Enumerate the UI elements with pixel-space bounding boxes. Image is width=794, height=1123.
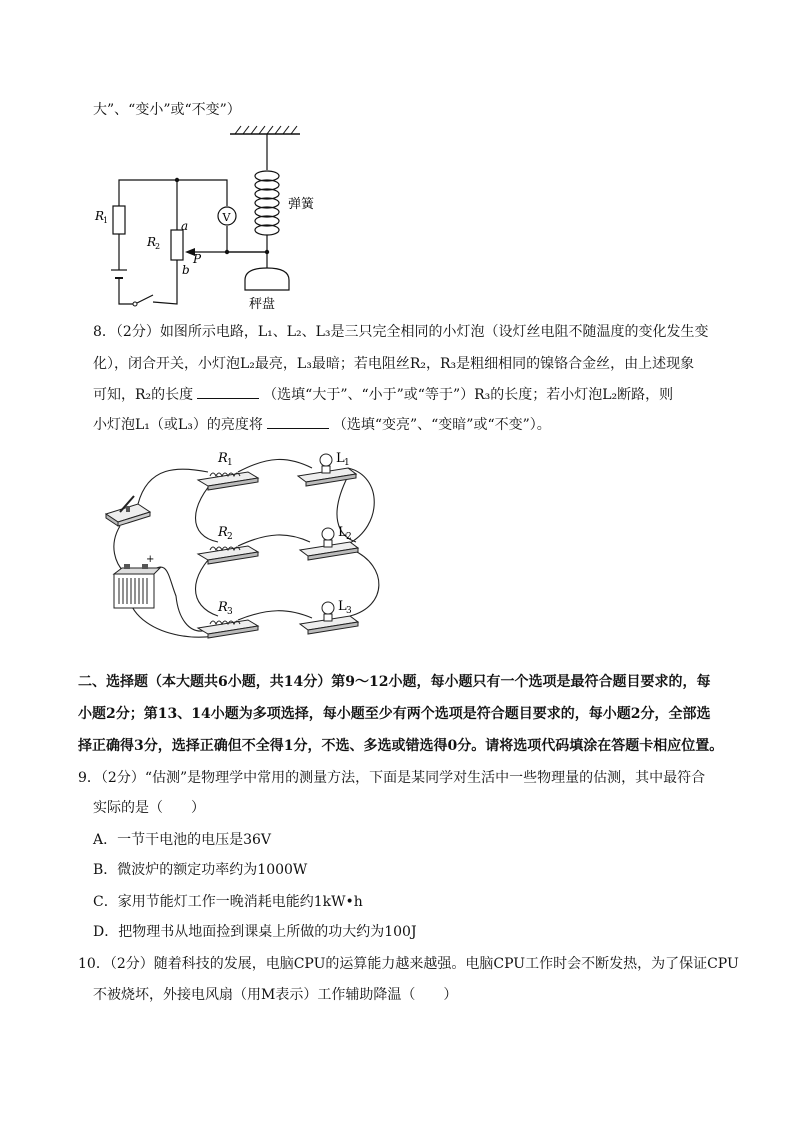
spring-label: 弹簧 [288, 197, 315, 212]
battery-plus-label: + [146, 554, 155, 565]
r2-sub: 2 [155, 242, 161, 251]
q8-line-1: 8．（2分）如图所示电路，L₁、L₂、L₃是三只完全相同的小灯泡（设灯丝电阻不随温度的变化发生变 [93, 324, 709, 340]
terminal-a-label: a [181, 219, 189, 233]
q9-line-2: 实际的是（ ） [93, 800, 205, 816]
section2-line-1: 二、选择题（本大题共6小题，共14分）第9～12小题，每小题只有一个选项是最符合题目要求的，每 [78, 674, 711, 690]
q9-option-b[interactable]: B．微波炉的额定功率约为1000W [93, 862, 308, 878]
q9-line-1: 9．（2分）“估测”是物理学中常用的测量方法，下面是某同学对生活中一些物理量的估测，其中最符合 [78, 770, 706, 786]
r2-board-sub: 2 [227, 532, 233, 542]
q8-blank-2[interactable] [267, 414, 329, 429]
q9-option-a[interactable]: A．一节干电池的电压是36V [93, 832, 272, 848]
three-lamp-circuit-figure [98, 446, 398, 651]
terminal-b-label: b [182, 263, 190, 277]
q8-blank-1[interactable] [197, 384, 259, 399]
r1-sub: 1 [103, 216, 109, 225]
q8-line-4 [93, 414, 551, 435]
r1-label: R [95, 209, 105, 223]
l3-label: L [338, 599, 347, 614]
q8-line-2: 化），闭合开关，小灯泡L₂最亮，L₃最暗；若电阻丝R₂，R₃是粗细相同的镍铬合金丝，由上述现象 [93, 356, 695, 372]
l3-sub: 3 [346, 606, 352, 616]
q10-line-2: 不被烧坏，外接电风扇（用M表示）工作辅助降温（ ） [93, 987, 458, 1003]
pan-label: 秤盘 [249, 297, 276, 312]
q8-line-3 [93, 384, 673, 405]
l1-sub: 1 [344, 458, 350, 468]
voltmeter-label: V [222, 211, 231, 224]
l1-label: L [336, 451, 345, 466]
r3-board-label: R [218, 600, 228, 615]
q8-line-4-start: 小灯泡L₁（或L₃）的亮度将 [93, 417, 263, 433]
r1-board-label: R [218, 451, 228, 466]
slider-p-label: P [193, 252, 202, 266]
r3-board-sub: 3 [227, 607, 233, 617]
question-fragment: 大”、“变小”或“不变”） [93, 102, 241, 118]
r2-label: R [147, 235, 157, 249]
l2-sub: 2 [346, 532, 352, 542]
r2-board-label: R [218, 525, 228, 540]
r1-board-sub: 1 [227, 458, 233, 468]
q9-option-c[interactable]: C．家用节能灯工作一晚消耗电能约1kW•h [93, 894, 363, 910]
l2-label: L [338, 525, 347, 540]
q9-option-d[interactable]: D．把物理书从地面捡到课桌上所做的功大约为100J [93, 924, 417, 940]
q8-line-4-end: （选填“变亮”、“变暗”或“不变”）。 [332, 417, 551, 433]
spring-scale-circuit-figure [85, 122, 345, 317]
q8-line-3-end: （选填“大于”、“小于”或“等于”）R₃的长度；若小灯泡L₂断路，则 [263, 387, 674, 403]
q10-line-1: 10．（2分）随着科技的发展，电脑CPU的运算能力越来越强。电脑CPU工作时会不断发热，为了保证CPU [78, 956, 739, 972]
section2-line-3: 择正确得3分，选择正确但不全得1分，不选、多选或错选得0分。请将选项代码填涂在答题卡相应位置。 [78, 738, 724, 754]
section2-line-2: 小题2分；第13、14小题为多项选择，每小题至少有两个选项是符合题目要求的，每小题2分，全部选 [78, 706, 711, 722]
q8-line-3-start: 可知，R₂的长度 [93, 387, 194, 403]
